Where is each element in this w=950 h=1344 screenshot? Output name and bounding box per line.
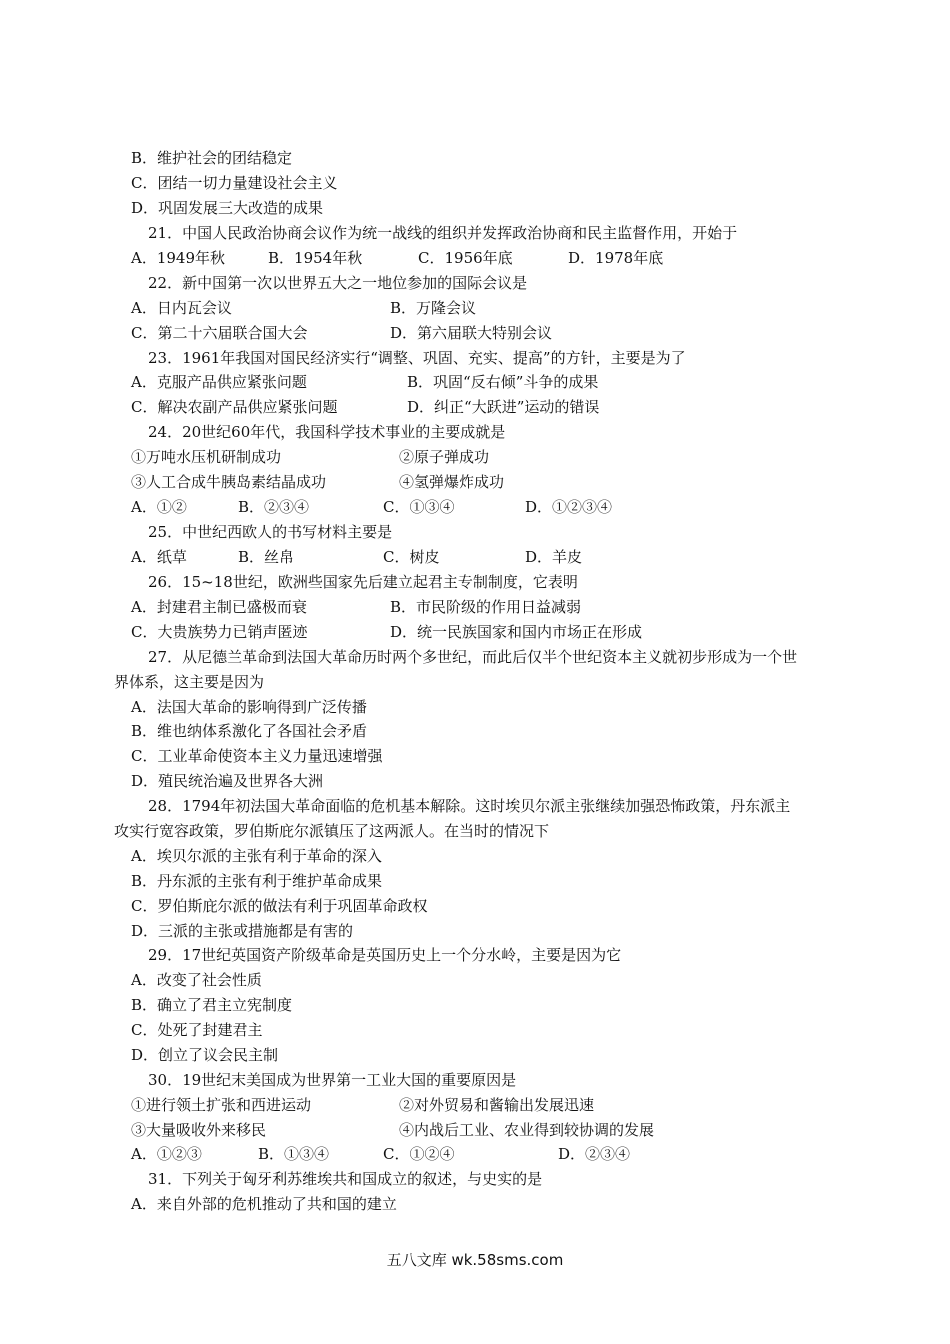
q20-option-d: D．巩固发展三大改造的成果 bbox=[131, 199, 324, 217]
q29-stem: 29．17世纪英国资产阶级革命是英国历史上一个分水岭，主要是因为它 bbox=[148, 946, 622, 964]
q29-option-c: C．处死了封建君主 bbox=[131, 1021, 263, 1039]
q23-option-a: A．克服产品供应紧张问题 bbox=[131, 373, 307, 391]
q30-item-4: ④内战后工业、农业得到较协调的发展 bbox=[399, 1121, 655, 1139]
q27-stem-cont: 界体系，这主要是因为 bbox=[114, 673, 265, 691]
q26-option-b: B．市民阶级的作用日益减弱 bbox=[390, 598, 582, 616]
q24-option-c: C．①③④ bbox=[383, 498, 455, 516]
q30-option-a: A．①②③ bbox=[131, 1145, 202, 1163]
q28-option-b: B．丹东派的主张有利于维护革命成果 bbox=[131, 872, 383, 890]
q26-option-c: C．大贵族势力已销声匿迹 bbox=[131, 623, 308, 641]
q30-item-3: ③大量吸收外来移民 bbox=[131, 1121, 267, 1139]
q22-stem: 22．新中国第一次以世界五大之一地位参加的国际会议是 bbox=[148, 274, 528, 292]
q28-stem: 28．1794年初法国大革命面临的危机基本解除。这时埃贝尔派主张继续加强恐怖政策，丹东派主 bbox=[148, 797, 791, 815]
q31-option-a: A．来自外部的危机推动了共和国的建立 bbox=[131, 1195, 397, 1213]
q28-option-d: D．三派的主张或措施都是有害的 bbox=[131, 922, 354, 940]
q30-option-d: D．②③④ bbox=[558, 1145, 631, 1163]
footer-watermark: 五八文库 wk.58sms.com bbox=[386, 1251, 564, 1269]
q29-option-a: A．改变了社会性质 bbox=[131, 971, 262, 989]
q22-option-d: D．第六届联大特别会议 bbox=[390, 324, 553, 342]
q27-option-a: A．法国大革命的影响得到广泛传播 bbox=[131, 698, 367, 716]
q21-stem: 21．中国人民政治协商会议作为统一战线的组织并发挥政治协商和民主监督作用，开始于 bbox=[148, 224, 738, 242]
q27-option-d: D．殖民统治遍及世界各大洲 bbox=[131, 772, 324, 790]
q24-stem: 24．20世纪60年代，我国科学技术事业的主要成就是 bbox=[148, 423, 506, 441]
q23-option-b: B．巩固“反右倾”斗争的成果 bbox=[407, 373, 599, 391]
q24-item-2: ②原子弹成功 bbox=[399, 448, 490, 466]
q31-stem: 31．下列关于匈牙利苏维埃共和国成立的叙述，与史实的是 bbox=[148, 1170, 543, 1188]
q30-item-2: ②对外贸易和酱输出发展迅速 bbox=[399, 1096, 595, 1114]
q27-stem: 27．从尼德兰革命到法国大革命历时两个多世纪，而此后仅半个世纪资本主义就初步形成为一个世 bbox=[148, 648, 798, 666]
q26-stem: 26．15~18世纪，欧洲些国家先后建立起君主专制制度，它表明 bbox=[148, 573, 578, 591]
q25-option-a: A．纸草 bbox=[131, 548, 187, 566]
q21-option-d: D．1978年底 bbox=[568, 249, 664, 267]
q23-option-d: D．纠正“大跃进”运动的错误 bbox=[407, 398, 600, 416]
q21-option-b: B．1954年秋 bbox=[268, 249, 363, 267]
q28-option-a: A．埃贝尔派的主张有利于革命的深入 bbox=[131, 847, 382, 865]
q21-option-a: A．1949年秋 bbox=[131, 249, 226, 267]
q23-stem: 23．1961年我国对国民经济实行“调整、巩固、充实、提高”的方针，主要是为了 bbox=[148, 349, 686, 367]
q30-item-1: ①进行领土扩张和西进运动 bbox=[131, 1096, 312, 1114]
q26-option-d: D．统一民族国家和国内市场正在形成 bbox=[390, 623, 643, 641]
q28-option-c: C．罗伯斯庇尔派的做法有利于巩固革命政权 bbox=[131, 897, 428, 915]
q29-option-b: B．确立了君主立宪制度 bbox=[131, 996, 293, 1014]
q24-item-3: ③人工合成牛胰岛素结晶成功 bbox=[131, 473, 327, 491]
q22-option-a: A．日内瓦会议 bbox=[131, 299, 232, 317]
q26-option-a: A．封建君主制已盛极而衰 bbox=[131, 598, 307, 616]
q24-item-4: ④氢弹爆炸成功 bbox=[399, 473, 505, 491]
q28-stem-cont: 攻实行宽容政策，罗伯斯庇尔派镇压了这两派人。在当时的情况下 bbox=[114, 822, 550, 840]
q22-option-b: B．万隆会议 bbox=[390, 299, 477, 317]
q24-option-a: A．①② bbox=[131, 498, 187, 516]
q20-option-b: B．维护社会的团结稳定 bbox=[131, 149, 293, 167]
q25-option-d: D．羊皮 bbox=[525, 548, 583, 566]
q23-option-c: C．解决农副产品供应紧张问题 bbox=[131, 398, 338, 416]
q27-option-b: B．维也纳体系激化了各国社会矛盾 bbox=[131, 722, 368, 740]
q25-option-c: C．树皮 bbox=[383, 548, 440, 566]
q30-option-c: C．①②④ bbox=[383, 1145, 455, 1163]
q30-stem: 30．19世纪末美国成为世界第一工业大国的重要原因是 bbox=[148, 1071, 517, 1089]
q27-option-c: C．工业革命使资本主义力量迅速增强 bbox=[131, 747, 383, 765]
q24-option-d: D．①②③④ bbox=[525, 498, 613, 516]
q24-item-1: ①万吨水压机研制成功 bbox=[131, 448, 282, 466]
q25-option-b: B．丝帛 bbox=[238, 548, 295, 566]
q25-stem: 25．中世纪西欧人的书写材料主要是 bbox=[148, 523, 393, 541]
q21-option-c: C．1956年底 bbox=[418, 249, 513, 267]
q29-option-d: D．创立了议会民主制 bbox=[131, 1046, 279, 1064]
q30-option-b: B．①③④ bbox=[258, 1145, 330, 1163]
q24-option-b: B．②③④ bbox=[238, 498, 310, 516]
q20-option-c: C．团结一切力量建设社会主义 bbox=[131, 174, 338, 192]
q22-option-c: C．第二十六届联合国大会 bbox=[131, 324, 308, 342]
